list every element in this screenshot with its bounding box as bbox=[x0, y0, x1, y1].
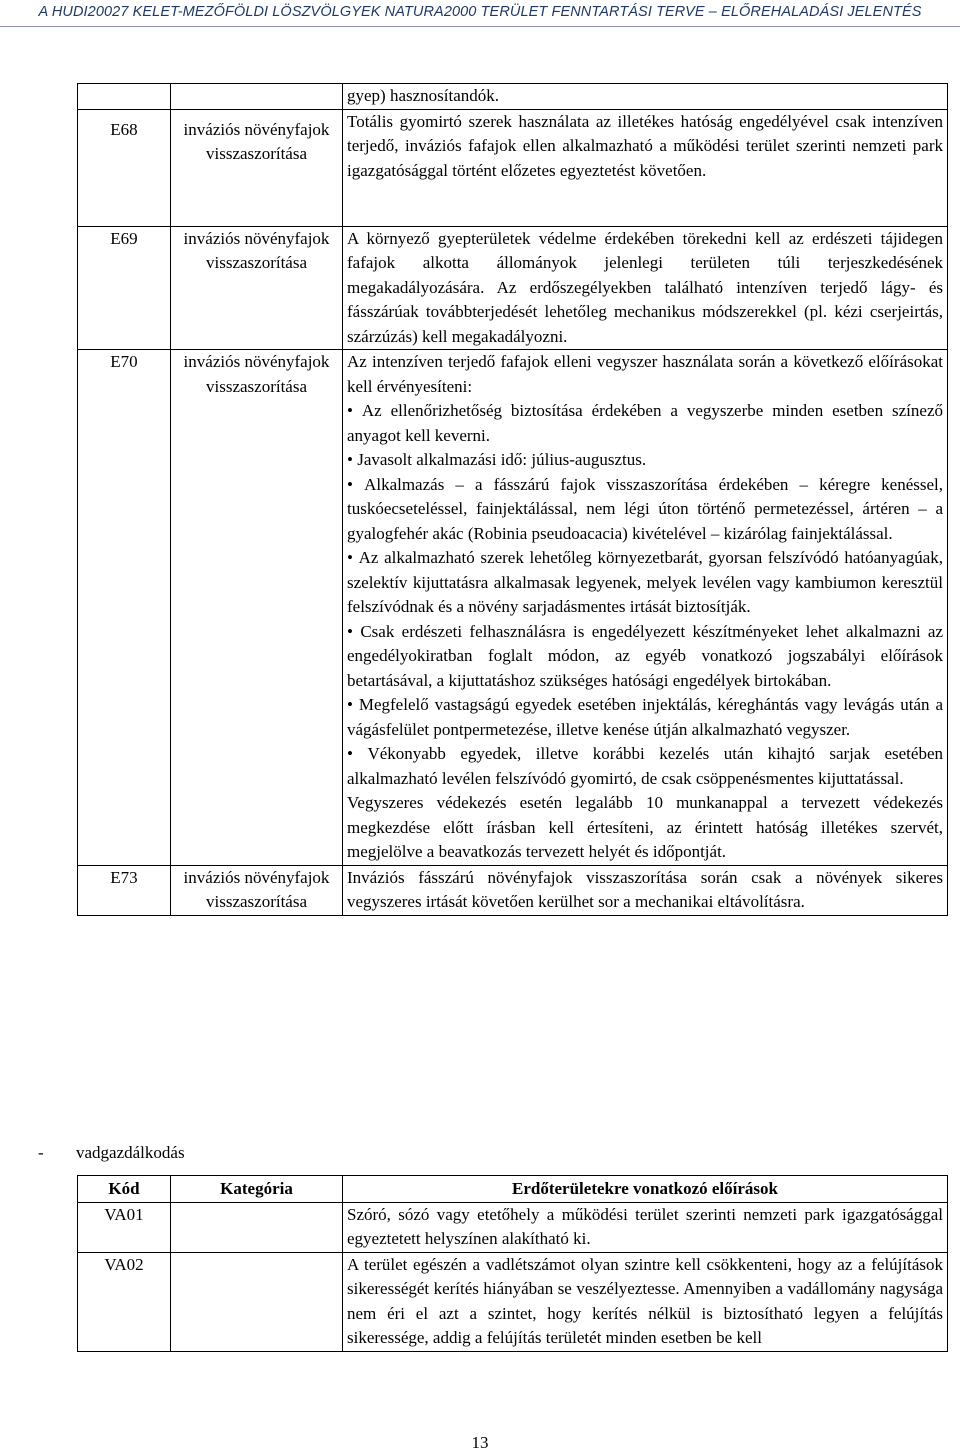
header-title: A HUDI20027 KELET-MEZŐFÖLDI LÖSZVÖLGYEK NATURA2000 TERÜLET FENNTARTÁSI TERVE – ELŐREHALADÁSI JELENTÉS bbox=[38, 4, 922, 20]
header-code: Kód bbox=[78, 1176, 171, 1203]
table-row bbox=[78, 226, 948, 350]
document-header bbox=[0, 0, 960, 27]
row-code: E69 bbox=[78, 226, 171, 350]
section-dash: - bbox=[38, 1143, 44, 1162]
row-code: VA01 bbox=[78, 1202, 171, 1252]
row-category bbox=[171, 1202, 343, 1252]
row-rule-text: A terület egészén a vadlétszámot olyan szintre kell csökkenteni, hogy az a felújítások sikerességét kerítés hiányában se veszélyeztesse. Amennyiben a vadállomány nagysága nem éri el azt a szintet, hogy kerítés nélkül is biztosítható legyen a felújítás sikeressége, addig a felújítás területét minden esetben be kell bbox=[343, 1252, 948, 1351]
rule-outro: Vegyszeres védekezés esetén legalább 10 munkanappal a tervezett védekezés megkezdése előtt írásban kell értesíteni, az érintett hatóság illetékes szervét, megjelölve a beavatkozás tervezett helyét és időpontját. bbox=[347, 793, 943, 861]
row-code: E70 bbox=[78, 350, 171, 866]
invasive-species-table bbox=[77, 83, 948, 916]
table-row bbox=[78, 1202, 948, 1252]
page-number: 13 bbox=[471, 1433, 489, 1452]
row-code: E68 bbox=[78, 109, 171, 226]
row-rule-text: A környező gyepterületek védelme érdekében törekedni kell az erdészeti tájidegen fafajok alkotta állományok jelenlegi területen túli terjeszkedésének megakadályozására. Az erdőszegélyekben található intenzíven terjedő lágy- és fásszárúak továbbterjedését lehetőleg mechanikus módszerekkel (pl. kézi cserjeirtás, szárzúzás) kell megakadályozni. bbox=[343, 226, 948, 350]
header-rules: Erdőterületekre vonatkozó előírások bbox=[343, 1176, 948, 1203]
row-code: E73 bbox=[78, 865, 171, 915]
row-rule-text: Totális gyomirtó szerek használata az illetékes hatóság engedélyével csak intenzíven terjedő, inváziós fafajok ellen alkalmazható a működési terület szerinti nemzeti park igazgatósággal történt előzetes egyeztetést követően. bbox=[343, 109, 948, 226]
row-category: inváziós növényfajok visszaszorítása bbox=[171, 865, 343, 915]
row-rule-text: Szóró, sózó vagy etetőhely a működési terület szerinti nemzeti park igazgatósággal egyeztetett helyszínen alakítható ki. bbox=[343, 1202, 948, 1252]
header-category: Kategória bbox=[171, 1176, 343, 1203]
row-category: inváziós növényfajok visszaszorítása bbox=[171, 350, 343, 866]
row-code: VA02 bbox=[78, 1252, 171, 1351]
game-management-table bbox=[77, 1175, 948, 1352]
table-row bbox=[78, 865, 948, 915]
row-rule-text: Inváziós fásszárú növényfajok visszaszorítása során csak a növények sikeres vegyszeres irtását követően kerülhet sor a mechanikai eltávolításra. bbox=[343, 865, 948, 915]
rule-bullet: • Megfelelő vastagságú egyedek esetében injektálás, kéreghántás vagy levágás után a vágásfelület pontpermetezése, illetve kenése útján alkalmazható vegyszer. bbox=[347, 693, 943, 742]
rule-bullet: • Javasolt alkalmazási idő: július-augusztus. bbox=[347, 448, 943, 473]
rule-bullet: • Az alkalmazható szerek lehetőleg környezetbarát, gyorsan felszívódó hatóanyagúak, szelektív kijuttatásra alkalmasak legyenek, melyek levélen vagy kambiumon keresztül felszívódnak és a növény sarjadásmentes irtását biztosítják. bbox=[347, 546, 943, 620]
rule-bullet: • Csak erdészeti felhasználásra is engedélyezett készítményeket lehet alkalmazni az engedélyokiratban foglalt módon, az egyéb vonatkozó jogszabályi előírások betartásával, a kijuttatáshoz szükséges hatósági engedélyek birtokában. bbox=[347, 620, 943, 694]
rule-bullet: • Az ellenőrizhetőség biztosítása érdekében a vegyszerbe minden esetben színező anyagot kell keverni. bbox=[347, 399, 943, 448]
row-category: inváziós növényfajok visszaszorítása bbox=[171, 109, 343, 226]
section-title: vadgazdálkodás bbox=[76, 1143, 185, 1162]
section-heading bbox=[38, 1141, 185, 1165]
row-rule-list bbox=[343, 350, 948, 866]
table-row bbox=[78, 1252, 948, 1351]
table-header-row bbox=[78, 1176, 948, 1203]
row-category: inváziós növényfajok visszaszorítása bbox=[171, 226, 343, 350]
table-row bbox=[78, 350, 948, 866]
table-row bbox=[78, 109, 948, 226]
rule-bullet: • Alkalmazás – a fásszárú fajok visszaszorítása érdekében – kéregre kenéssel, tuskóecseteléssel, fainjektálással, nem légi úton történő permetezéssel, ártéren – a gyalogfehér akác (Robinia pseudoacacia) kivételével – kizárólag fainjektálással. bbox=[347, 473, 943, 547]
table-row bbox=[78, 84, 948, 110]
row-category bbox=[171, 1252, 343, 1351]
continued-text: gyep) hasznosítandók. bbox=[343, 84, 948, 110]
rule-bullet: • Vékonyabb egyedek, illetve korábbi kezelés után kihajtó sarjak esetében alkalmazható levélen felszívódó gyomirtó, de csak csöppenésmentes kijuttatással. bbox=[347, 742, 943, 791]
rule-intro: Az intenzíven terjedő fafajok elleni vegyszer használata során a következő előírásokat kell érvényesíteni: bbox=[347, 352, 943, 396]
